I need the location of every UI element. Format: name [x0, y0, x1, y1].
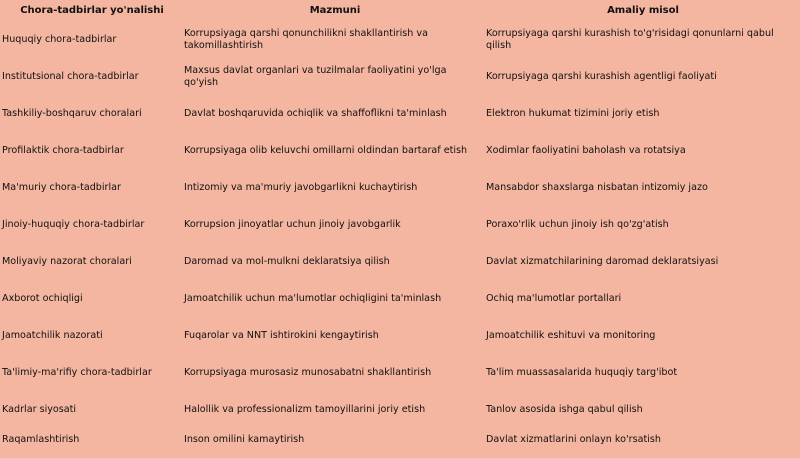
- cell-content: Davlat boshqaruvida ochiqlik va shaffoflikni ta'minlash: [184, 107, 447, 119]
- table-row: [0, 169, 800, 206]
- cell-example: Tanlov asosida ishga qabul qilish: [486, 403, 643, 415]
- cell-content: Korrupsiyaga olib keluvchi omillarni oldindan bartaraf etish: [184, 144, 468, 156]
- table-row: [0, 280, 800, 317]
- cell-content: Korrupsion jinoyatlar uchun jinoiy javobgarlik: [184, 218, 401, 230]
- cell-content: Halollik va professionalizm tamoyillarini joriy etish: [184, 403, 426, 415]
- column-header-example: Amaliy misol: [607, 5, 679, 16]
- cell-content: Korrupsiyaga murosasiz munosabatni shakllantirish: [184, 366, 432, 378]
- cell-direction: Institutsional chora-tadbirlar: [2, 70, 139, 82]
- cell-direction: Jamoatchilik nazorati: [2, 329, 103, 341]
- table-row: [0, 206, 800, 243]
- cell-content: Maxsus davlat organlari va tuzilmalar faoliyatini yo'lga qo'yish: [184, 64, 447, 88]
- cell-content: Korrupsiyaga qarshi qonunchilikni shakllantirish va takomillashtirish: [184, 27, 428, 51]
- table-row: [0, 95, 800, 132]
- cell-example: Elektron hukumat tizimini joriy etish: [486, 107, 660, 119]
- cell-example: Korrupsiyaga qarshi kurashish to'g'risidagi qonunlarni qabul qilish: [486, 27, 774, 51]
- cell-example: Ochiq ma'lumotlar portallari: [486, 292, 622, 304]
- cell-example: Mansabdor shaxslarga nisbatan intizomiy jazo: [486, 181, 708, 193]
- cell-direction: Axborot ochiqligi: [2, 292, 83, 304]
- cell-direction: Ta'limiy-ma'rifiy chora-tadbirlar: [2, 366, 152, 378]
- cell-content: Intizomiy va ma'muriy javobgarlikni kuchaytirish: [184, 181, 418, 193]
- cell-direction: Profilaktik chora-tadbirlar: [2, 144, 124, 156]
- table-row: [0, 132, 800, 169]
- cell-content: Daromad va mol-mulkni deklaratsiya qilish: [184, 255, 390, 267]
- table-row: [0, 421, 800, 458]
- cell-example: Davlat xizmatlarini onlayn ko'rsatish: [486, 433, 661, 445]
- cell-example: Ta'lim muassasalarida huquqiy targ'ibot: [486, 366, 678, 378]
- cell-direction: Kadrlar siyosati: [2, 403, 77, 415]
- cell-example: Poraxo'rlik uchun jinoiy ish qo'zg'atish: [486, 218, 669, 230]
- cell-direction: Ma'muriy chora-tadbirlar: [2, 181, 121, 193]
- cell-direction: Tashkiliy-boshqaruv choralari: [2, 107, 142, 119]
- table-row: [0, 243, 800, 280]
- cell-content: Jamoatchilik uchun ma'lumotlar ochiqligini ta'minlash: [184, 292, 442, 304]
- cell-example: Davlat xizmatchilarining daromad deklaratsiyasi: [486, 255, 719, 267]
- cell-direction: Jinoiy-huquqiy chora-tadbirlar: [2, 218, 145, 230]
- cell-direction: Moliyaviy nazorat choralari: [2, 255, 132, 267]
- cell-content: Inson omilini kamaytirish: [184, 433, 305, 445]
- table-row: [0, 354, 800, 391]
- table-row: [0, 317, 800, 354]
- table-row: [0, 58, 800, 95]
- cell-direction: Huquqiy chora-tadbirlar: [2, 33, 117, 45]
- cell-direction: Raqamlashtirish: [2, 433, 80, 445]
- cell-example: Jamoatchilik eshituvi va monitoring: [486, 329, 656, 341]
- table-row: [0, 21, 800, 58]
- cell-content: Fuqarolar va NNT ishtirokini kengaytirish: [184, 329, 379, 341]
- column-header-content: Mazmuni: [309, 5, 361, 16]
- cell-example: Korrupsiyaga qarshi kurashish agentligi faoliyati: [486, 70, 717, 82]
- table-header: [0, 0, 800, 22]
- cell-example: Xodimlar faoliyatini baholash va rotatsiya: [486, 144, 686, 156]
- column-header-direction: Chora-tadbirlar yo'nalishi: [20, 5, 164, 16]
